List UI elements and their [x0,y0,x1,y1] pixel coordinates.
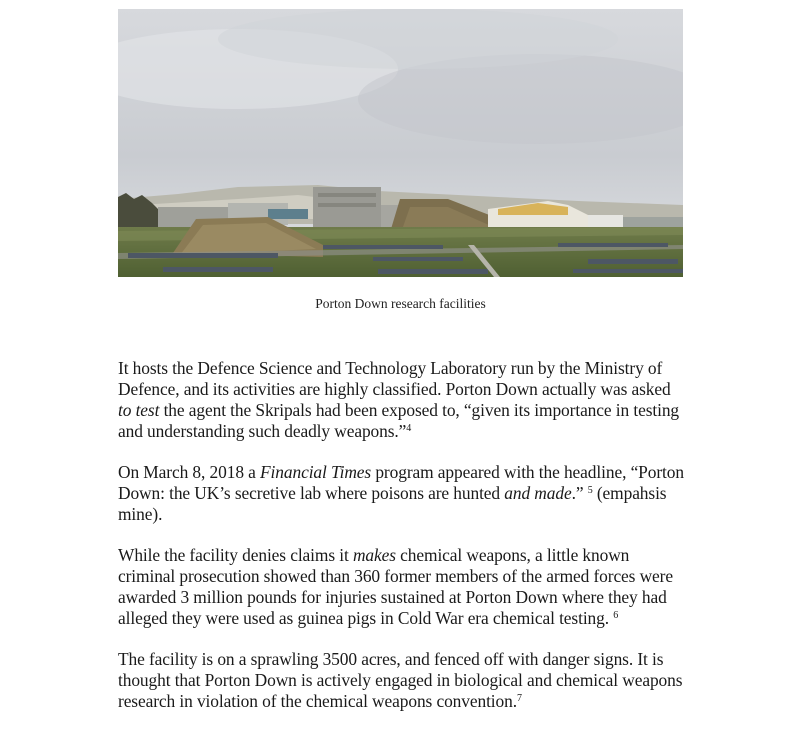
footnote-ref-6[interactable]: 6 [613,610,619,621]
paragraph-1: It hosts the Defence Science and Technology Laboratory run by the Ministry of Defence, and its activities are highly classified. Porton Down actually was asked to test the agent the Skripals had been exposed to, “given its importance in testing and understanding such deadly weapons.”$^4$ [118,358,680,441]
paragraph-4: The facility is on a sprawling 3500 acres, and fenced off with danger signs. It is thought that Porton Down is actively engaged in biological and chemical weapons research in violation of the chemical weapons convention.$^7$ [118,649,683,711]
paragraph-2: On March 8, 2018 a Financial Times program appeared with the headline, “Porton Down: the UK’s secretive lab where poisons are hunted and made.” $^5$ (empahsis mine). [118,462,684,524]
footnote-ref-5[interactable]: 5 [587,485,593,496]
facility-photo [118,9,683,277]
footnote-ref-4[interactable]: 4 [406,423,412,434]
footnote-ref-7[interactable]: 7 [516,693,522,704]
figure-caption: Porton Down research facilities [315,296,486,311]
paragraph-3: While the facility denies claims it makes chemical weapons, a little known criminal prosecution showed than 360 former members of the armed forces were awarded 3 million pounds for injuries sustained at Porton Down where they had alleged they were used as guinea pigs in Cold War era chemical testing. $^6$ [118,545,673,628]
article-body [118,358,688,732]
